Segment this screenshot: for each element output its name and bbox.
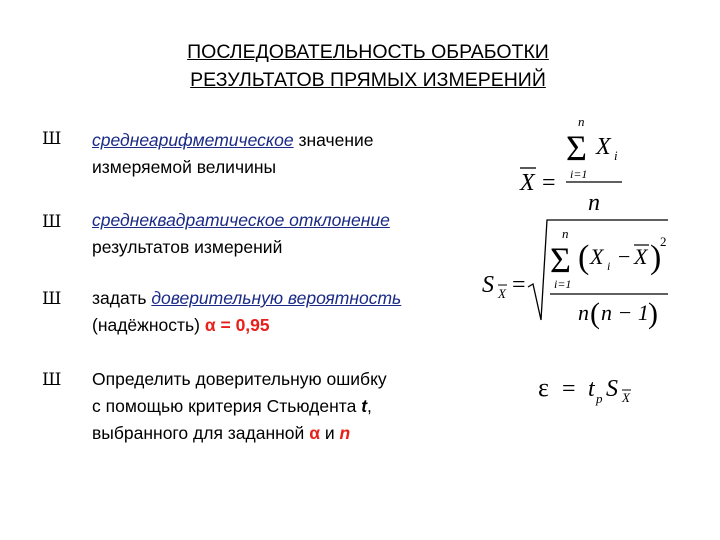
sigma-icon: Σ	[566, 128, 587, 168]
item-text: (надёжность)	[92, 315, 205, 335]
item-text: выбранного для заданной	[92, 423, 310, 443]
alpha-value: = 0,95	[215, 315, 270, 335]
equals-sign: =	[542, 170, 556, 196]
item-line	[92, 207, 482, 234]
denominator: n	[588, 190, 600, 216]
formula-s-sub: X	[498, 286, 506, 301]
sum-lower-limit: i=1	[554, 277, 572, 291]
s-symbol: S	[606, 376, 618, 402]
item-line	[92, 420, 482, 447]
list-item	[92, 285, 482, 339]
title-line-2: РЕЗУЛЬТАТОВ ПРЯМЫХ ИЗМЕРЕНИЙ	[190, 69, 546, 91]
list-item	[92, 127, 482, 181]
mean-formula	[500, 112, 650, 216]
list-item	[92, 366, 482, 447]
den-inner: n − 1	[601, 300, 649, 325]
item-line: результатов измерений	[92, 237, 283, 257]
term-sub: i	[607, 259, 611, 273]
title-line-1: ПОСЛЕДОВАТЕЛЬНОСТЬ ОБРАБОТКИ	[187, 41, 549, 63]
left-paren: (	[578, 239, 590, 276]
item-line	[92, 312, 482, 339]
term-highlight: среднеквадратическое отклонение	[92, 210, 390, 230]
item-line: измеряемой величины	[92, 157, 277, 177]
t-symbol: t	[361, 396, 368, 416]
formula-s: S	[482, 272, 494, 298]
bullet-marker: Ш	[42, 289, 62, 309]
minus-sign: −	[618, 244, 631, 269]
t-symbol: t	[588, 376, 595, 402]
power: 2	[660, 234, 667, 249]
item-line	[92, 393, 482, 420]
den-left-paren: (	[590, 297, 600, 330]
t-sub: p	[596, 391, 603, 406]
formula-x-bar: X	[520, 170, 535, 196]
bullet-marker: Ш	[42, 212, 62, 232]
alpha-symbol: α	[309, 423, 320, 443]
item-line	[92, 127, 482, 154]
sum-upper-limit: n	[562, 226, 569, 241]
sum-lower-limit: i=1	[570, 167, 588, 181]
item-text: с помощью критерия Стьюдента	[92, 396, 362, 416]
error-formula	[530, 362, 680, 412]
den-n: n	[578, 300, 589, 325]
term-mean: X	[634, 244, 648, 269]
term-highlight: среднеарифметическое	[92, 130, 294, 150]
item-line	[92, 285, 482, 312]
list-item	[92, 207, 482, 261]
sigma-icon: Σ	[550, 240, 571, 280]
den-right-paren: )	[648, 297, 658, 330]
std-formula	[470, 212, 710, 332]
alpha-symbol: α	[204, 315, 216, 335]
right-paren: )	[650, 239, 662, 276]
term-x: X	[590, 244, 604, 269]
equals-sign: =	[512, 272, 526, 298]
n-symbol: n	[339, 423, 351, 443]
item-text: ,	[367, 396, 372, 416]
s-sub: X	[622, 390, 630, 405]
item-text: значение	[293, 130, 374, 150]
term-sub: i	[614, 148, 618, 163]
term-x: X	[596, 134, 611, 160]
item-text: задать	[92, 288, 152, 308]
epsilon-icon: ε	[538, 373, 549, 402]
bullet-marker: Ш	[42, 129, 62, 149]
page-title	[118, 38, 618, 94]
item-line: Определить доверительную ошибку	[92, 369, 387, 389]
term-highlight: доверительную вероятность	[151, 288, 402, 308]
bullet-marker: Ш	[42, 370, 62, 390]
item-text: и	[319, 423, 340, 443]
sum-upper-limit: n	[578, 114, 585, 129]
equals-sign: =	[562, 376, 576, 402]
